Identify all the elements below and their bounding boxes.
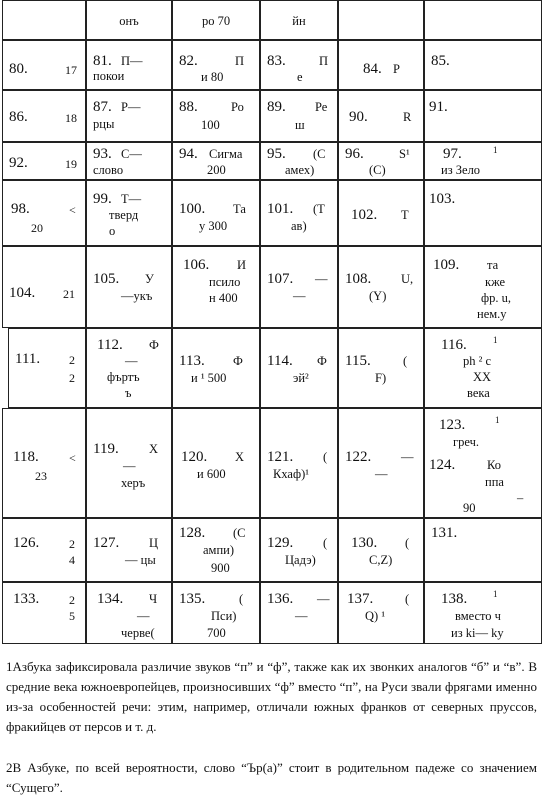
cell-aux: — <box>401 450 414 464</box>
table-cell <box>86 408 172 518</box>
cell-text: из Зело <box>441 163 481 177</box>
cell-number: 88. <box>179 99 198 115</box>
cell-text: и ¹ 500 <box>191 371 227 385</box>
cell-text: ph ² с <box>463 354 492 368</box>
table-cell <box>424 408 542 518</box>
cell-aux: 21 <box>63 287 75 301</box>
cell-aux: Сигма <box>209 147 243 161</box>
table-cell <box>424 582 542 644</box>
cell-number: 118. <box>13 449 39 465</box>
cell-text: ш <box>295 118 305 132</box>
table-cell <box>338 518 424 582</box>
table-cell <box>424 518 542 582</box>
header-cell <box>172 0 260 40</box>
cell-text: C,Z) <box>369 553 393 567</box>
cell-number: 80. <box>9 61 28 77</box>
table-cell <box>260 180 338 246</box>
cell-text: 23 <box>35 469 47 483</box>
cell-number: 85. <box>431 53 450 69</box>
cell-text: ъ <box>125 386 132 400</box>
cell-text: 100 <box>201 118 220 132</box>
table-cell <box>338 408 424 518</box>
cell-aux: Ро <box>231 100 244 114</box>
table-cell <box>86 40 172 90</box>
table-row <box>2 142 542 180</box>
cell-text: 5 <box>69 609 75 623</box>
cell-text: — <box>125 354 138 368</box>
cell-number: 101. <box>267 201 294 217</box>
cell-text: херъ <box>121 476 146 490</box>
footnote-2: 2В Азбуке, по всей вероятности, слово “Ър(а)” стоит в родительном падеже со значением “Сущего”. <box>6 760 537 795</box>
cell-text: Т— <box>121 192 142 206</box>
cell-text: — <box>375 467 388 481</box>
cell-aux: 1 <box>493 145 498 155</box>
table-cell <box>260 328 338 408</box>
cell-text: рцы <box>93 117 115 131</box>
table-cell <box>338 40 424 90</box>
cell-aux: — <box>317 592 330 606</box>
cell-number: 98. <box>11 201 30 217</box>
cell-aux: Ф <box>233 354 243 368</box>
cell-text: — <box>137 609 150 623</box>
cell-number: 127. <box>93 535 120 551</box>
cell-text: н 400 <box>209 291 238 305</box>
table-cell <box>424 180 542 246</box>
cell-aux: < <box>69 451 76 465</box>
cell-aux: ( <box>323 536 328 550</box>
cell-text: П— <box>121 54 143 68</box>
cell-number: 96. <box>345 146 364 162</box>
cell-number: 126. <box>13 535 40 551</box>
cell-aux: та <box>487 258 499 272</box>
header-cell <box>260 0 338 40</box>
table-cell <box>172 40 260 90</box>
cell-text: С— <box>121 147 142 161</box>
cell-text: кже <box>485 275 506 289</box>
cell-aux: У <box>145 272 154 286</box>
cell-text: ампи) <box>203 543 234 557</box>
cell-number: 97. <box>443 146 462 162</box>
cell-aux: ( <box>323 450 328 464</box>
cell-aux: (С <box>313 147 326 161</box>
cell-text: Цадэ) <box>285 553 316 567</box>
cell-text: из ki— ky <box>451 626 504 640</box>
table-row <box>2 408 542 518</box>
cell-number: 90. <box>349 109 368 125</box>
table-cell <box>172 180 260 246</box>
cell-number: 100. <box>179 201 206 217</box>
cell-number: 119. <box>93 441 119 457</box>
cell-number: 107. <box>267 271 294 287</box>
cell-aux: ( <box>239 592 244 606</box>
cell-number: 92. <box>9 155 28 171</box>
cell-aux: R <box>403 110 412 124</box>
cell-aux: Р <box>393 62 400 76</box>
cell-text: Кхаф)¹ <box>273 467 309 481</box>
cell-aux: Ф <box>317 354 327 368</box>
cell-aux: И <box>237 258 247 272</box>
cell-text: о <box>109 224 116 238</box>
cell-text: 2 <box>69 371 75 385</box>
table-cell <box>260 40 338 90</box>
table-cell <box>86 582 172 644</box>
cell-number: 113. <box>179 353 205 369</box>
cell-text: F) <box>375 371 387 385</box>
cell-number: 106. <box>183 257 210 273</box>
cell-number: 109. <box>433 257 460 273</box>
cell-number: 81. <box>93 53 112 69</box>
cell-text: и 600 <box>197 467 226 481</box>
cell-text: Р— <box>121 100 141 114</box>
cell-text: 20 <box>31 221 43 235</box>
cell-aux: П <box>319 54 329 68</box>
cell-number: 122. <box>345 449 372 465</box>
cell-number: 137. <box>347 591 374 607</box>
cell-number: 111. <box>15 351 41 367</box>
cell-text: тверд <box>109 208 139 222</box>
cell-number: 82. <box>179 53 198 69</box>
cell-text: эй² <box>293 371 309 385</box>
table-row <box>8 328 542 408</box>
cell-number: 134. <box>97 591 124 607</box>
cell-aux: 2 <box>69 537 75 551</box>
cell-text: черве( <box>121 626 155 640</box>
table-cell <box>172 408 260 518</box>
table-cell <box>424 40 542 90</box>
table-cell <box>172 518 260 582</box>
cell-number: 138. <box>441 591 468 607</box>
table-cell <box>338 90 424 142</box>
cell-text: ав) <box>291 219 307 233</box>
cell-aux: Х <box>149 442 159 456</box>
cell-text: — <box>293 289 306 303</box>
cell-text: у 300 <box>199 219 228 233</box>
cell-number: 121. <box>267 449 294 465</box>
table-row <box>2 518 542 582</box>
cell-aux: Ф <box>149 338 159 352</box>
header-cell <box>338 0 424 40</box>
cell-text: нем.y <box>477 307 507 321</box>
cell-aux: 19 <box>65 157 77 171</box>
table-row <box>2 40 542 90</box>
table-cell <box>2 408 86 518</box>
table-cell <box>172 246 260 328</box>
table-cell <box>86 246 172 328</box>
table-cell <box>424 90 542 142</box>
cell-text: фр. u, <box>481 291 511 305</box>
cell-text: 900 <box>211 561 230 575</box>
table-cell <box>260 408 338 518</box>
cell-aux: Ре <box>315 100 328 114</box>
table-row <box>2 180 542 246</box>
cell-number: 108. <box>345 271 372 287</box>
cell-number: 89. <box>267 99 286 115</box>
cell-aux: ( <box>405 592 410 606</box>
table-cell <box>260 246 338 328</box>
cell-number: 91. <box>429 99 448 115</box>
table-cell <box>2 40 86 90</box>
cell-text: 4 <box>69 553 75 567</box>
cell-number: 87. <box>93 99 112 115</box>
cell-text: Q) ¹ <box>365 609 386 623</box>
cell-text: покои <box>93 69 125 83</box>
cell-aux: Ч <box>149 592 158 606</box>
cell-text: 700 <box>207 626 226 640</box>
table-row <box>2 246 542 328</box>
table-cell <box>260 90 338 142</box>
header-cell <box>424 0 542 40</box>
cell-text: — <box>123 459 136 473</box>
table-cell <box>424 246 542 328</box>
cell-number: 105. <box>93 271 120 287</box>
cell-text: —укъ <box>121 289 153 303</box>
cell-number: 115. <box>345 353 371 369</box>
cell-text: и 80 <box>201 70 224 84</box>
cell-text: 90 <box>463 501 476 515</box>
table-cell <box>172 582 260 644</box>
table-cell <box>260 582 338 644</box>
cell-aux: (С <box>233 526 246 540</box>
cell-number: 112. <box>97 337 123 353</box>
header-cell <box>86 0 172 40</box>
cell-number: 104. <box>9 285 36 301</box>
cell-aux: S¹ <box>399 147 410 161</box>
table-cell <box>86 328 172 408</box>
cell-number: 93. <box>93 146 112 162</box>
cell-text: слово <box>93 163 124 177</box>
cell-text: века <box>467 386 490 400</box>
cell-text: — <box>295 609 308 623</box>
cell-number: 116. <box>441 337 467 353</box>
cell-number: 102. <box>351 207 378 223</box>
table-cell <box>86 90 172 142</box>
cell-aux: U, <box>401 272 414 286</box>
table-cell <box>2 246 86 328</box>
header-text: онъ <box>119 14 139 28</box>
cell-text: амех) <box>285 163 315 177</box>
cell-aux: Х <box>235 450 245 464</box>
cell-aux: ( <box>405 536 410 550</box>
cell-aux: 2 <box>69 353 75 367</box>
table-cell <box>8 328 86 408</box>
cell-text: ппа <box>485 475 504 489</box>
table-row <box>2 582 542 644</box>
cell-text: фъртъ <box>107 370 140 384</box>
cell-text: Пси) <box>211 609 237 623</box>
table-cell <box>2 518 86 582</box>
table-cell <box>172 328 260 408</box>
cell-number: 99. <box>93 191 112 207</box>
table-cell <box>338 180 424 246</box>
table-row <box>2 90 542 142</box>
cell-number: 95. <box>267 146 286 162</box>
cell-text: вместо ч <box>455 609 501 623</box>
cell-text: – <box>517 491 524 505</box>
header-cell <box>2 0 86 40</box>
header-text: ро 70 <box>201 14 231 28</box>
cell-aux: (Т <box>313 202 325 216</box>
cell-text: XX <box>473 370 492 384</box>
cell-number: 128. <box>179 525 206 541</box>
cell-aux: Т <box>401 208 409 222</box>
table-cell <box>172 90 260 142</box>
table-cell <box>424 328 542 408</box>
cell-aux: Та <box>233 202 246 216</box>
cell-number: 123. <box>439 417 466 433</box>
cell-aux: < <box>69 203 76 217</box>
table-cell <box>338 142 424 180</box>
cell-aux: — <box>315 272 328 286</box>
cell-number: 120. <box>181 449 208 465</box>
table-cell <box>338 582 424 644</box>
cell-number: 84. <box>363 61 382 77</box>
cell-aux: 18 <box>65 111 77 125</box>
table-cell <box>260 518 338 582</box>
cell-aux: 1 <box>493 335 498 345</box>
cell-text: псило <box>209 275 241 289</box>
cell-aux: ( <box>403 354 408 368</box>
cell-aux: П <box>235 54 245 68</box>
table-cell <box>172 142 260 180</box>
table-cell <box>2 90 86 142</box>
cell-text: 200 <box>207 163 226 177</box>
table-cell <box>86 518 172 582</box>
cell-text: е <box>297 70 303 84</box>
table-cell <box>338 246 424 328</box>
cell-text: (Y) <box>369 289 387 303</box>
cell-number: 124. <box>429 457 456 473</box>
cell-aux: 2 <box>69 593 75 607</box>
header-text: йн <box>292 14 306 28</box>
cell-text: — цы <box>125 553 156 567</box>
table-cell <box>2 180 86 246</box>
cell-aux: 1 <box>495 415 500 425</box>
table-cell <box>2 582 86 644</box>
table-cell <box>424 142 542 180</box>
cell-aux: 17 <box>65 63 77 77</box>
cell-number: 103. <box>429 191 456 207</box>
table-cell <box>2 142 86 180</box>
cell-number: 136. <box>267 591 294 607</box>
cell-aux: 1 <box>493 589 498 599</box>
cell-aux: Ц <box>149 536 159 550</box>
cell-number: 130. <box>351 535 378 551</box>
cell-number: 129. <box>267 535 294 551</box>
table-cell <box>260 142 338 180</box>
cell-number: 131. <box>431 525 458 541</box>
cell-number: 114. <box>267 353 293 369</box>
cell-text: греч. <box>453 435 480 449</box>
cell-number: 133. <box>13 591 40 607</box>
footnote-1: 1Азбука зафиксировала различие звуков “п” и “ф”, также как их звонких аналогов “б” и “в”. В средние века южноевропейцев, произносивших “ф” вместо “п”, на Руси звали фрягами именно из-за особенностей речи: этим, например, отличали южных франков от северных пруссов, фракийцев от персов и т. д. <box>6 659 537 734</box>
cell-aux: Ко <box>487 458 501 472</box>
cell-text: (C) <box>369 163 386 177</box>
cell-number: 83. <box>267 53 286 69</box>
cell-number: 86. <box>9 109 28 125</box>
table-cell <box>338 328 424 408</box>
table-cell <box>86 180 172 246</box>
header-row <box>2 0 542 40</box>
cell-number: 94. <box>179 146 198 162</box>
table-cell <box>86 142 172 180</box>
cell-number: 135. <box>179 591 206 607</box>
